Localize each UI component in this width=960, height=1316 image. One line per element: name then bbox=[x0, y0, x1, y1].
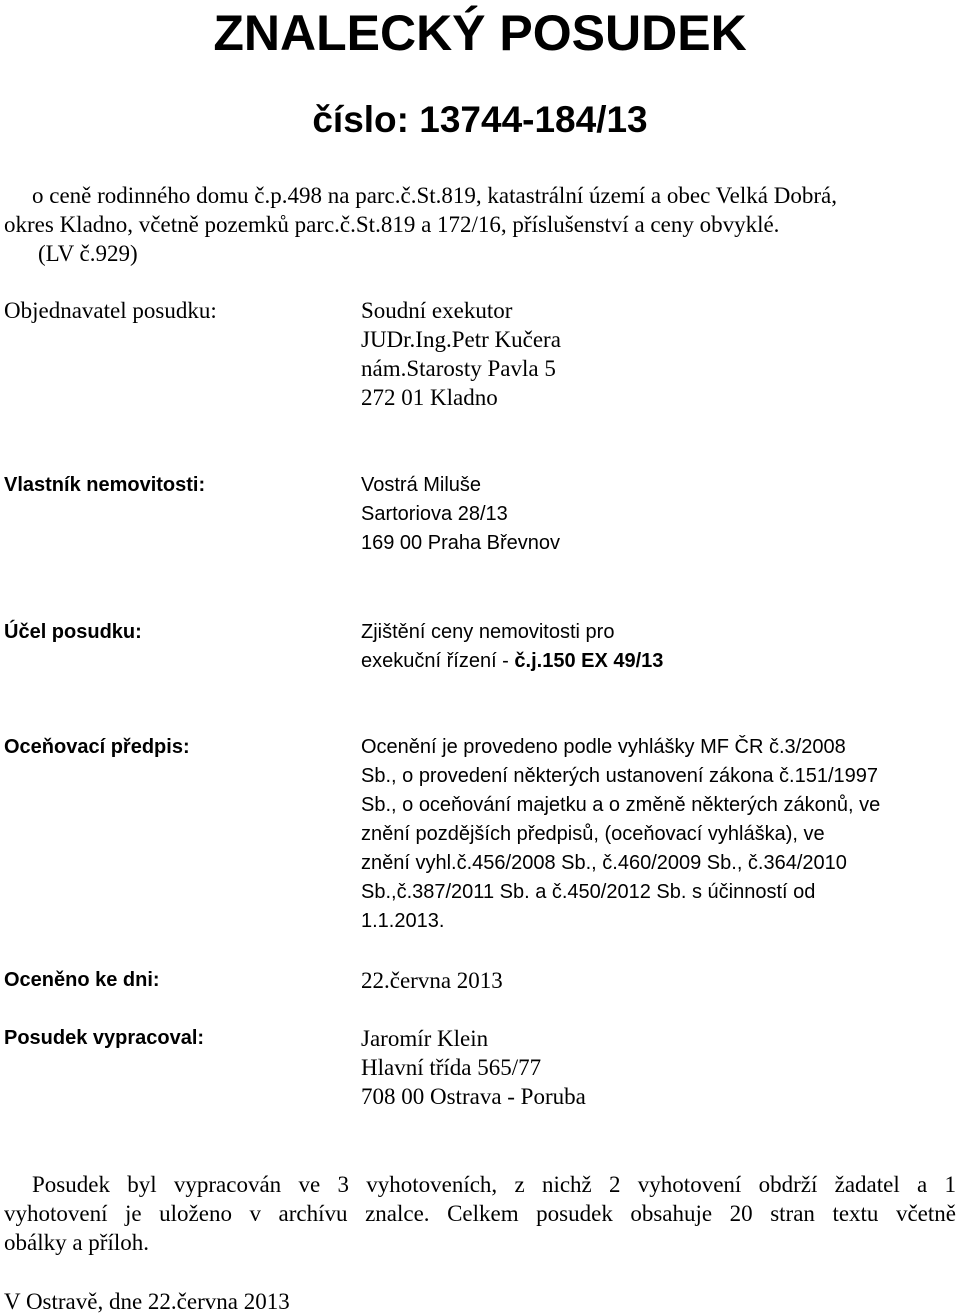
author-details bbox=[361, 1024, 586, 1111]
subject-line-3: (LV č.929) bbox=[38, 241, 138, 266]
document-number: číslo: 13744-184/13 bbox=[312, 99, 648, 140]
closing-paragraph bbox=[4, 1170, 956, 1257]
regulation-line: 1.1.2013. bbox=[361, 910, 445, 932]
owner-line: Sartoriova 28/13 bbox=[361, 503, 508, 525]
author-line: Jaromír Klein bbox=[361, 1026, 489, 1051]
owner-label: Vlastník nemovitosti: bbox=[4, 474, 206, 496]
author-line: Hlavní třída 565/77 bbox=[361, 1055, 542, 1080]
purpose-label: Účel posudku: bbox=[4, 621, 142, 643]
purpose-line-1: Zjištění ceny nemovitosti pro bbox=[361, 621, 615, 643]
closing-line-2: vyhotovení je uloženo v archívu znalce. Celkem posudek obsahuje 20 stran textu včetně bbox=[4, 1201, 956, 1226]
subject-line-2: okres Kladno, včetně pozemků parc.č.St.819 a 172/16, příslušenství a ceny obvyklé. bbox=[4, 212, 780, 237]
signature-place-date: V Ostravě, dne 22.června 2013 bbox=[4, 1289, 290, 1314]
subject-line-1: o ceně rodinného domu č.p.498 na parc.č.St.819, katastrální území a obec Velká Dobrá, bbox=[32, 183, 837, 208]
owner-line: 169 00 Praha Břevnov bbox=[361, 532, 561, 554]
regulation-label: Oceňovací předpis: bbox=[4, 736, 190, 758]
regulation-line: znění vyhl.č.456/2008 Sb., č.460/2009 Sb., č.364/2010 bbox=[361, 852, 847, 874]
author-label: Posudek vypracoval: bbox=[4, 1027, 205, 1049]
subject-description bbox=[4, 181, 837, 268]
client-label: Objednavatel posudku: bbox=[4, 298, 217, 323]
regulation-line: znění pozdějších předpisů, (oceňovací vyhláška), ve bbox=[361, 823, 825, 845]
closing-line-1: Posudek byl vypracován ve 3 vyhotoveních, z nichž 2 vyhotovení obdrží žadatel a 1 bbox=[32, 1172, 956, 1197]
regulation-line: Ocenění je provedeno podle vyhlášky MF ČR č.3/2008 bbox=[361, 736, 846, 758]
purpose-prefix: exekuční řízení - bbox=[361, 650, 515, 672]
regulation-line: Sb.,č.387/2011 Sb. a č.450/2012 Sb. s účinností od bbox=[361, 881, 816, 903]
client-details bbox=[361, 296, 561, 412]
owner-line: Vostrá Miluše bbox=[361, 474, 482, 496]
purpose-line-2 bbox=[361, 647, 663, 676]
author-line: 708 00 Ostrava - Poruba bbox=[361, 1084, 586, 1109]
document-title: ZNALECKÝ POSUDEK bbox=[213, 5, 747, 61]
case-number: č.j.150 EX 49/13 bbox=[514, 650, 664, 672]
closing-line-3: obálky a příloh. bbox=[4, 1230, 149, 1255]
regulation-line: Sb., o provedení některých ustanovení zákona č.151/1997 bbox=[361, 765, 879, 787]
client-line: Soudní exekutor bbox=[361, 298, 513, 323]
valuation-date-value: 22.června 2013 bbox=[361, 968, 503, 993]
purpose-details bbox=[361, 618, 663, 676]
client-line: nám.Starosty Pavla 5 bbox=[361, 356, 556, 381]
valuation-date-label: Oceněno ke dni: bbox=[4, 969, 160, 991]
client-line: JUDr.Ing.Petr Kučera bbox=[361, 327, 561, 352]
regulation-details bbox=[361, 733, 880, 936]
owner-details bbox=[361, 471, 560, 558]
client-line: 272 01 Kladno bbox=[361, 385, 498, 410]
regulation-line: Sb., o oceňování majetku a o změně některých zákonů, ve bbox=[361, 794, 881, 816]
